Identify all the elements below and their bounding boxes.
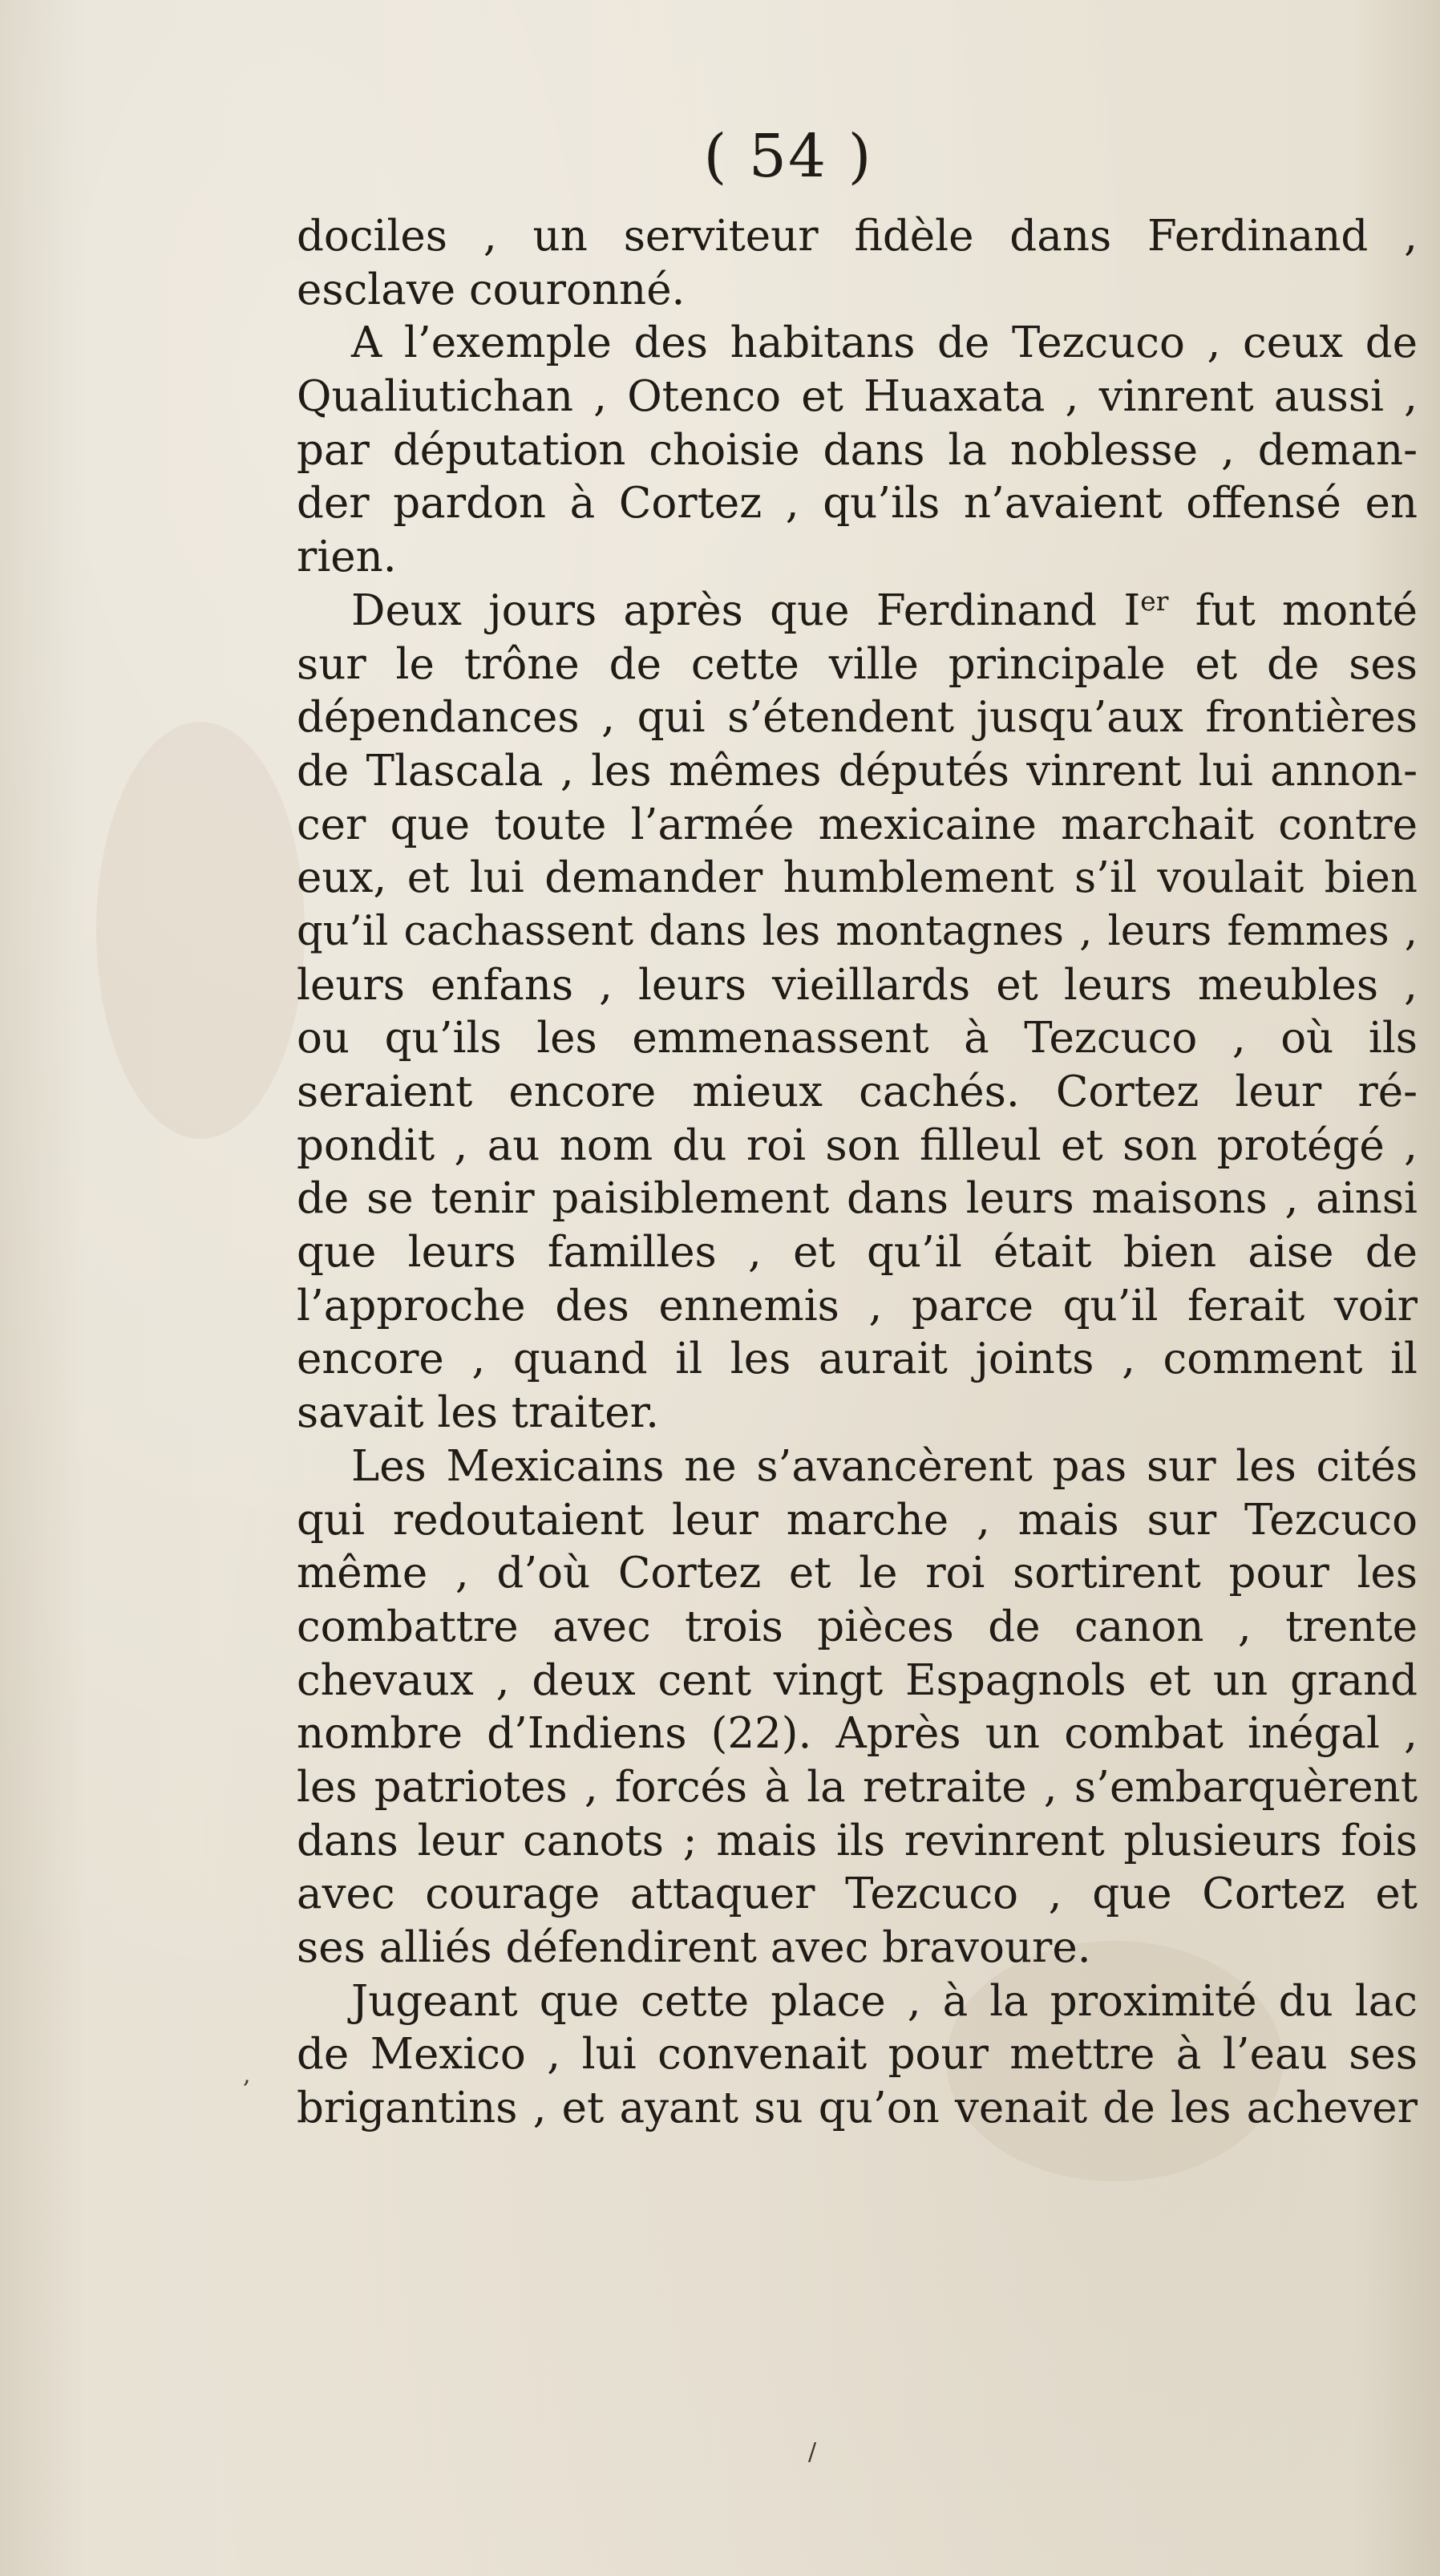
text-line-content: Qualiutichan , Otenco et Huaxata , vinrent aussi ,	[297, 372, 1418, 422]
text-line	[297, 745, 1418, 799]
text-line-content: nombre d’Indiens (22). Après un combat inégal ,	[297, 1709, 1418, 1759]
text-line-content: ses alliés défendirent avec bravoure.	[297, 1923, 1091, 1972]
text-line-content: pondit , au nom du roi son filleul et son protégé ,	[297, 1120, 1418, 1170]
text-line	[297, 531, 1418, 585]
text-line	[297, 852, 1418, 905]
text-line	[297, 1868, 1418, 1922]
text-line-content: qu’il cachassent dans les montagnes , leurs femmes ,	[297, 907, 1418, 955]
text-line	[297, 1547, 1418, 1601]
text-line-content: A l’exemple des habitans de Tezcuco , ceux de	[351, 318, 1418, 368]
text-line	[297, 1815, 1418, 1869]
text-line-content: esclave couronné.	[297, 265, 686, 314]
text-line-content: par députation choisie dans la noblesse , deman-	[297, 425, 1418, 475]
text-line-content: Deux jours après que Ferdinand I	[351, 585, 1141, 635]
text-line	[297, 1922, 1418, 1975]
text-line-content: encore , quand il les aurait joints , comment il	[297, 1335, 1418, 1384]
text-line	[297, 1494, 1418, 1548]
text-line-content: chevaux , deux cent vingt Espagnols et un grand	[297, 1655, 1418, 1705]
text-line	[297, 1707, 1418, 1761]
text-line	[297, 905, 1418, 959]
body-text	[297, 210, 1418, 2136]
text-line	[297, 210, 1418, 264]
text-line	[297, 1120, 1418, 1173]
text-line-content: de Tlascala , les mêmes députés vinrent lui annon-	[297, 746, 1418, 796]
text-line	[297, 1012, 1418, 1066]
page-number: ( 54 )	[703, 122, 873, 191]
margin-mark: /	[808, 2438, 817, 2466]
text-line-content: savait les traiter.	[297, 1388, 660, 1438]
text-line	[297, 1173, 1418, 1226]
text-line-content: Les Mexicains ne s’avancèrent pas sur les cités	[351, 1441, 1418, 1491]
text-line-content: que leurs familles , et qu’il était bien aise de	[297, 1228, 1418, 1278]
text-line-content: der pardon à Cortez , qu’ils n’avaient offensé en	[297, 479, 1418, 529]
text-line	[297, 1280, 1418, 1334]
text-line-content: de Mexico , lui convenait pour mettre à l’eau ses	[297, 2030, 1418, 2080]
superscript: er	[1140, 585, 1169, 617]
text-line-content: combattre avec trois pièces de canon , trente	[297, 1602, 1418, 1651]
text-line-content: les patriotes , forcés à la retraite , s’embarquèrent	[297, 1762, 1418, 1812]
text-line	[297, 1066, 1418, 1120]
text-line	[297, 799, 1418, 853]
text-line-content: brigantins , et ayant su qu’on venait de les achever	[297, 2084, 1418, 2133]
text-line	[297, 1761, 1418, 1815]
text-line-content: l’approche des ennemis , parce qu’il ferait voir	[297, 1281, 1418, 1331]
text-line-content: leurs enfans , leurs vieillards et leurs meubles ,	[297, 960, 1418, 1010]
text-line	[297, 638, 1418, 692]
text-line-content: avec courage attaquer Tezcuco , que Cortez et	[297, 1869, 1418, 1919]
text-line	[297, 424, 1418, 478]
text-line-content: Jugeant que cette place , à la proximité du lac	[351, 1976, 1418, 2026]
text-line-content: rien.	[297, 533, 397, 582]
text-line-content: dociles , un serviteur fidèle dans Ferdinand ,	[297, 212, 1418, 261]
text-line	[297, 1387, 1418, 1440]
text-line-content: eux, et lui demander humblement s’il voulait bien	[297, 853, 1418, 903]
text-line-content: même , d’où Cortez et le roi sortirent pour les	[297, 1549, 1418, 1598]
text-line	[297, 1601, 1418, 1655]
text-line	[297, 2082, 1418, 2136]
text-line	[297, 477, 1418, 531]
text-line-content: dans leur canots ; mais ils revinrent plusieurs fois	[297, 1816, 1418, 1865]
text-line	[297, 959, 1418, 1013]
text-line	[297, 691, 1418, 745]
text-line-content: de se tenir paisiblement dans leurs maisons , ainsi	[297, 1174, 1418, 1224]
text-line	[297, 371, 1418, 424]
text-line-content: qui redoutaient leur marche , mais sur Tezcuco	[297, 1495, 1418, 1545]
text-line	[297, 585, 1418, 638]
text-line	[297, 264, 1418, 318]
text-line	[297, 1975, 1418, 2029]
text-line-content: cer que toute l’armée mexicaine marchait contre	[297, 800, 1418, 849]
text-line-content: dépendances , qui s’étendent jusqu’aux frontières	[297, 693, 1418, 743]
text-line-content: sur le trône de cette ville principale et de ses	[297, 639, 1418, 689]
text-line	[297, 1440, 1418, 1494]
text-line-content: seraient encore mieux cachés. Cortez leur ré-	[297, 1067, 1418, 1116]
text-line	[297, 1226, 1418, 1280]
text-line-content: ou qu’ils les emmenassent à Tezcuco , où ils	[297, 1014, 1418, 1063]
paper-stain	[96, 722, 305, 1139]
text-line	[297, 1333, 1418, 1387]
text-line-continuation: fut monté	[1168, 585, 1418, 635]
margin-mark: ,	[243, 2061, 251, 2089]
text-line	[297, 317, 1418, 371]
text-line	[297, 1655, 1418, 1708]
text-line	[297, 2028, 1418, 2082]
